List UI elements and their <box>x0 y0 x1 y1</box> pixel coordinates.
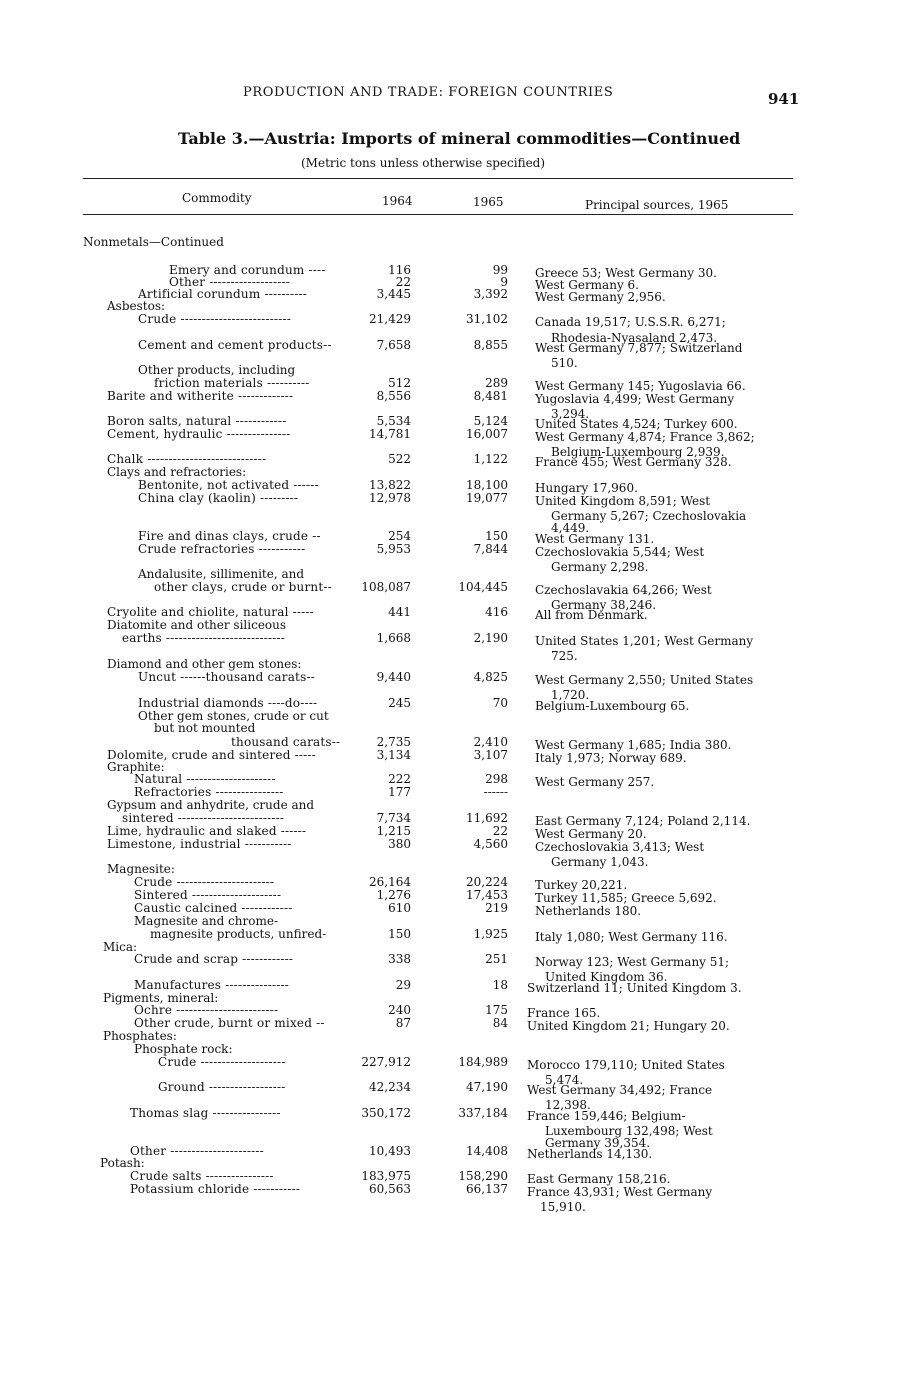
sources-cell: Canada 19,517; U.S.S.R. 6,271; <box>535 315 726 329</box>
commodity-cell: Mica: <box>103 940 138 954</box>
sources-cell: West Germany 7,877; Switzerland <box>535 341 743 355</box>
commodity-cell: Ground ------------------ <box>158 1080 286 1094</box>
value-1964: 14,781 <box>369 427 411 441</box>
value-1964: 150 <box>388 927 411 941</box>
sources-cell: Norway 123; West Germany 51; <box>535 955 730 969</box>
sources-cell: 12,398. <box>545 1098 591 1112</box>
commodity-cell: other clays, crude or burnt-- <box>154 580 332 594</box>
value-1965: 4,825 <box>473 670 508 684</box>
value-1965: 19,077 <box>466 491 508 505</box>
value-1965: 184,989 <box>458 1055 508 1069</box>
value-1964: 9,440 <box>376 670 411 684</box>
value-1965: 219 <box>485 901 508 915</box>
commodity-cell: Cryolite and chiolite, natural ----- <box>107 605 314 619</box>
value-1964: 240 <box>388 1003 411 1017</box>
sources-cell: United Kingdom 8,591; West <box>535 494 711 508</box>
commodity-cell: Refractories ---------------- <box>134 785 284 799</box>
table-subtitle: (Metric tons unless otherwise specified) <box>301 156 546 170</box>
commodity-cell: Ochre ------------------------ <box>134 1003 279 1017</box>
value-1965: 3,107 <box>473 748 508 762</box>
value-1964: 1,215 <box>376 824 411 838</box>
sources-cell: Belgium-Luxembourg 65. <box>535 699 690 713</box>
column-header-commodity: Commodity <box>182 191 252 205</box>
sources-cell: Netherlands 180. <box>535 904 642 918</box>
commodity-cell: Other ------------------- <box>169 275 291 289</box>
commodity-cell: Lime, hydraulic and slaked ------ <box>107 824 307 838</box>
commodity-cell: friction materials ---------- <box>154 376 310 390</box>
value-1965: 158,290 <box>458 1169 508 1183</box>
commodity-cell: Phosphates: <box>103 1029 177 1043</box>
sources-cell: France 455; West Germany 328. <box>535 455 732 469</box>
value-1965: 7,844 <box>473 542 508 556</box>
value-1965: 17,453 <box>466 888 508 902</box>
sources-cell: East Germany 7,124; Poland 2,114. <box>535 814 751 828</box>
value-1965: 66,137 <box>466 1182 508 1196</box>
column-header-1965: 1965 <box>473 195 504 209</box>
value-1964: 522 <box>388 452 411 466</box>
value-1965: 8,481 <box>473 389 508 403</box>
sources-cell: Germany 38,246. <box>551 598 657 612</box>
value-1964: 380 <box>388 837 411 851</box>
value-1964: 441 <box>388 605 411 619</box>
sources-cell: Belgium-Luxembourg 2,939. <box>551 445 725 459</box>
commodity-cell: Cement, hydraulic --------------- <box>107 427 291 441</box>
sources-cell: West Germany 131. <box>535 532 655 546</box>
commodity-cell: Crude and scrap ------------ <box>134 952 294 966</box>
sources-cell: United Kingdom 36. <box>545 970 668 984</box>
sources-cell: Rhodesia-Nyasaland 2,473. <box>551 331 718 345</box>
value-1965: 70 <box>492 696 508 710</box>
commodity-cell: Cement and cement products-- <box>138 338 332 352</box>
sources-cell: West Germany 4,874; France 3,862; <box>535 430 755 444</box>
value-1965: 99 <box>492 263 508 277</box>
sources-cell: United States 4,524; Turkey 600. <box>535 417 738 431</box>
commodity-cell: Phosphate rock: <box>134 1042 233 1056</box>
value-1964: 87 <box>395 1016 411 1030</box>
value-1964: 338 <box>388 952 411 966</box>
value-1964: 3,445 <box>376 287 411 301</box>
sources-cell: Germany 5,267; Czechoslovakia <box>551 509 747 523</box>
sources-cell: West Germany 145; Yugoslavia 66. <box>535 379 746 393</box>
value-1965: 416 <box>485 605 508 619</box>
value-1964: 8,556 <box>376 389 411 403</box>
commodity-cell: Barite and witherite ------------- <box>107 389 294 403</box>
value-1965: 31,102 <box>466 312 508 326</box>
commodity-cell: China clay (kaolin) --------- <box>138 491 299 505</box>
sources-cell: Yugoslavia 4,499; West Germany <box>535 392 735 406</box>
sources-cell: France 43,931; West Germany <box>527 1185 713 1199</box>
commodity-cell: Magnesite and chrome- <box>134 914 279 928</box>
value-1965: 11,692 <box>466 811 508 825</box>
commodity-cell: Industrial diamonds ----do---- <box>138 696 318 710</box>
sources-cell: Czechoslovakia 3,413; West <box>535 840 705 854</box>
value-1965: 251 <box>485 952 508 966</box>
sources-cell: West Germany 257. <box>535 775 655 789</box>
sources-cell: 725. <box>551 649 578 663</box>
sources-cell: Czechoslavakia 64,266; West <box>535 583 712 597</box>
value-1964: 21,429 <box>369 312 411 326</box>
table-title: Table 3.—Austria: Imports of mineral commodities—Continued <box>178 129 741 148</box>
commodity-cell: Other gem stones, crude or cut <box>138 709 329 723</box>
sources-cell: Italy 1,973; Norway 689. <box>535 751 687 765</box>
value-1964: 22 <box>395 275 411 289</box>
value-1964: 13,822 <box>369 478 411 492</box>
value-1964: 512 <box>388 376 411 390</box>
sources-cell: 5,474. <box>545 1073 584 1087</box>
commodity-cell: Crude -------------------------- <box>138 312 292 326</box>
commodity-cell: Nonmetals—Continued <box>83 235 224 249</box>
commodity-cell: magnesite products, unfired- <box>150 927 327 941</box>
value-1964: 1,668 <box>376 631 411 645</box>
page-number: 941 <box>768 90 800 108</box>
commodity-cell: Artificial corundum ---------- <box>138 287 307 301</box>
column-header-sources: Principal sources, 1965 <box>585 198 729 212</box>
value-1965: 20,224 <box>466 875 508 889</box>
commodity-cell: but not mounted <box>154 721 256 735</box>
commodity-cell: Other products, including <box>138 363 296 377</box>
sources-cell: United States 1,201; West Germany <box>535 634 754 648</box>
commodity-cell: Crude salts ---------------- <box>130 1169 274 1183</box>
sources-cell: West Germany 34,492; France <box>527 1083 713 1097</box>
value-1964: 108,087 <box>361 580 411 594</box>
sources-cell: Netherlands 14,130. <box>527 1147 653 1161</box>
commodity-cell: Diatomite and other siliceous <box>107 618 287 632</box>
value-1964: 7,658 <box>376 338 411 352</box>
value-1964: 29 <box>395 978 411 992</box>
value-1964: 222 <box>388 772 411 786</box>
value-1965: 104,445 <box>458 580 508 594</box>
value-1965: 175 <box>485 1003 508 1017</box>
commodity-cell: Dolomite, crude and sintered ----- <box>107 748 316 762</box>
sources-cell: Hungary 17,960. <box>535 481 638 495</box>
value-1965: 3,392 <box>473 287 508 301</box>
value-1965: 8,855 <box>473 338 508 352</box>
value-1965: 4,560 <box>473 837 508 851</box>
value-1964: 2,735 <box>376 735 411 749</box>
value-1965: 2,190 <box>473 631 508 645</box>
commodity-cell: thousand carats-- <box>231 735 341 749</box>
value-1964: 60,563 <box>369 1182 411 1196</box>
value-1964: 350,172 <box>361 1106 411 1120</box>
value-1964: 3,134 <box>376 748 411 762</box>
value-1965: 289 <box>485 376 508 390</box>
sources-cell: Morocco 179,110; United States <box>527 1058 725 1072</box>
sources-cell: 1,720. <box>551 688 590 702</box>
commodity-cell: Potassium chloride ----------- <box>130 1182 301 1196</box>
value-1965: 1,122 <box>473 452 508 466</box>
sources-cell: Turkey 11,585; Greece 5,692. <box>535 891 717 905</box>
commodity-cell: Asbestos: <box>107 299 166 313</box>
commodity-cell: Crude refractories ----------- <box>138 542 306 556</box>
sources-cell: Luxembourg 132,498; West <box>545 1124 713 1138</box>
commodity-cell: Chalk ---------------------------- <box>107 452 267 466</box>
value-1964: 1,276 <box>376 888 411 902</box>
commodity-cell: Diamond and other gem stones: <box>107 657 302 671</box>
value-1964: 26,164 <box>369 875 411 889</box>
sources-cell: West Germany 20. <box>535 827 647 841</box>
commodity-cell: Other crude, burnt or mixed -- <box>134 1016 325 1030</box>
value-1964: 227,912 <box>361 1055 411 1069</box>
value-1964: 245 <box>388 696 411 710</box>
value-1964: 610 <box>388 901 411 915</box>
value-1965: 337,184 <box>458 1106 508 1120</box>
value-1964: 12,978 <box>369 491 411 505</box>
value-1965: 22 <box>492 824 508 838</box>
sources-cell: West Germany 6. <box>535 278 639 292</box>
commodity-cell: Fire and dinas clays, crude -- <box>138 529 321 543</box>
commodity-cell: Caustic calcined ------------ <box>134 901 293 915</box>
commodity-cell: Thomas slag ---------------- <box>130 1106 281 1120</box>
sources-cell: Turkey 20,221. <box>535 878 628 892</box>
value-1964: 42,234 <box>369 1080 411 1094</box>
commodity-cell: Magnesite: <box>107 862 175 876</box>
value-1964: 7,734 <box>376 811 411 825</box>
commodity-cell: Natural --------------------- <box>134 772 276 786</box>
column-header-1964: 1964 <box>382 194 413 208</box>
value-1965: 47,190 <box>466 1080 508 1094</box>
sources-cell: West Germany 1,685; India 380. <box>535 738 732 752</box>
value-1964: 183,975 <box>361 1169 411 1183</box>
sources-cell: East Germany 158,216. <box>527 1172 671 1186</box>
value-1965: 298 <box>485 772 508 786</box>
value-1964: 116 <box>388 263 411 277</box>
value-1965: 5,124 <box>473 414 508 428</box>
value-1964: 177 <box>388 785 411 799</box>
commodity-cell: Graphite: <box>107 760 165 774</box>
sources-cell: France 165. <box>527 1006 601 1020</box>
commodity-cell: Potash: <box>100 1156 145 1170</box>
value-1965: 16,007 <box>466 427 508 441</box>
sources-cell: West Germany 2,550; United States <box>535 673 754 687</box>
sources-cell: 15,910. <box>540 1200 586 1214</box>
sources-cell: Germany 1,043. <box>551 855 649 869</box>
commodity-cell: Gypsum and anhydrite, crude and <box>107 798 315 812</box>
sources-cell: United Kingdom 21; Hungary 20. <box>527 1019 730 1033</box>
commodity-cell: Manufactures --------------- <box>134 978 289 992</box>
commodity-cell: Emery and corundum ---- <box>169 263 326 277</box>
running-title: PRODUCTION AND TRADE: FOREIGN COUNTRIES <box>243 85 614 100</box>
sources-cell: 510. <box>551 356 578 370</box>
value-1964: 5,953 <box>376 542 411 556</box>
value-1965: 18,100 <box>466 478 508 492</box>
value-1965: 2,410 <box>473 735 508 749</box>
sources-cell: 3,294. <box>551 407 590 421</box>
sources-cell: Switzerland 11; United Kingdom 3. <box>527 981 742 995</box>
value-1965: ------ <box>483 785 508 799</box>
commodity-cell: sintered ------------------------- <box>122 811 285 825</box>
commodity-cell: Andalusite, sillimenite, and <box>138 567 305 581</box>
commodity-cell: Boron salts, natural ------------ <box>107 414 287 428</box>
value-1965: 18 <box>492 978 508 992</box>
commodity-cell: Pigments, mineral: <box>103 991 219 1005</box>
value-1965: 9 <box>500 275 508 289</box>
sources-cell: France 159,446; Belgium- <box>527 1109 686 1123</box>
sources-cell: West Germany 2,956. <box>535 290 666 304</box>
sources-cell: 4,449. <box>551 521 590 535</box>
sources-cell: Czechoslovakia 5,544; West <box>535 545 705 559</box>
value-1965: 14,408 <box>466 1144 508 1158</box>
value-1964: 10,493 <box>369 1144 411 1158</box>
commodity-cell: Clays and refractories: <box>107 465 247 479</box>
commodity-cell: Uncut ------thousand carats-- <box>138 670 315 684</box>
commodity-cell: Sintered --------------------- <box>134 888 282 902</box>
sources-cell: Greece 53; West Germany 30. <box>535 266 717 280</box>
sources-cell: Italy 1,080; West Germany 116. <box>535 930 728 944</box>
value-1965: 1,925 <box>473 927 508 941</box>
value-1964: 5,534 <box>376 414 411 428</box>
commodity-cell: Crude -------------------- <box>158 1055 286 1069</box>
value-1965: 150 <box>485 529 508 543</box>
value-1965: 84 <box>492 1016 508 1030</box>
sources-cell: Germany 39,354. <box>545 1136 651 1150</box>
sources-cell: All from Denmark. <box>535 608 648 622</box>
sources-cell: Germany 2,298. <box>551 560 649 574</box>
commodity-cell: Bentonite, not activated ------ <box>138 478 319 492</box>
commodity-cell: Limestone, industrial ----------- <box>107 837 292 851</box>
commodity-cell: Crude ----------------------- <box>134 875 275 889</box>
commodity-cell: earths ---------------------------- <box>122 631 286 645</box>
value-1964: 254 <box>388 529 411 543</box>
commodity-cell: Other ---------------------- <box>130 1144 264 1158</box>
